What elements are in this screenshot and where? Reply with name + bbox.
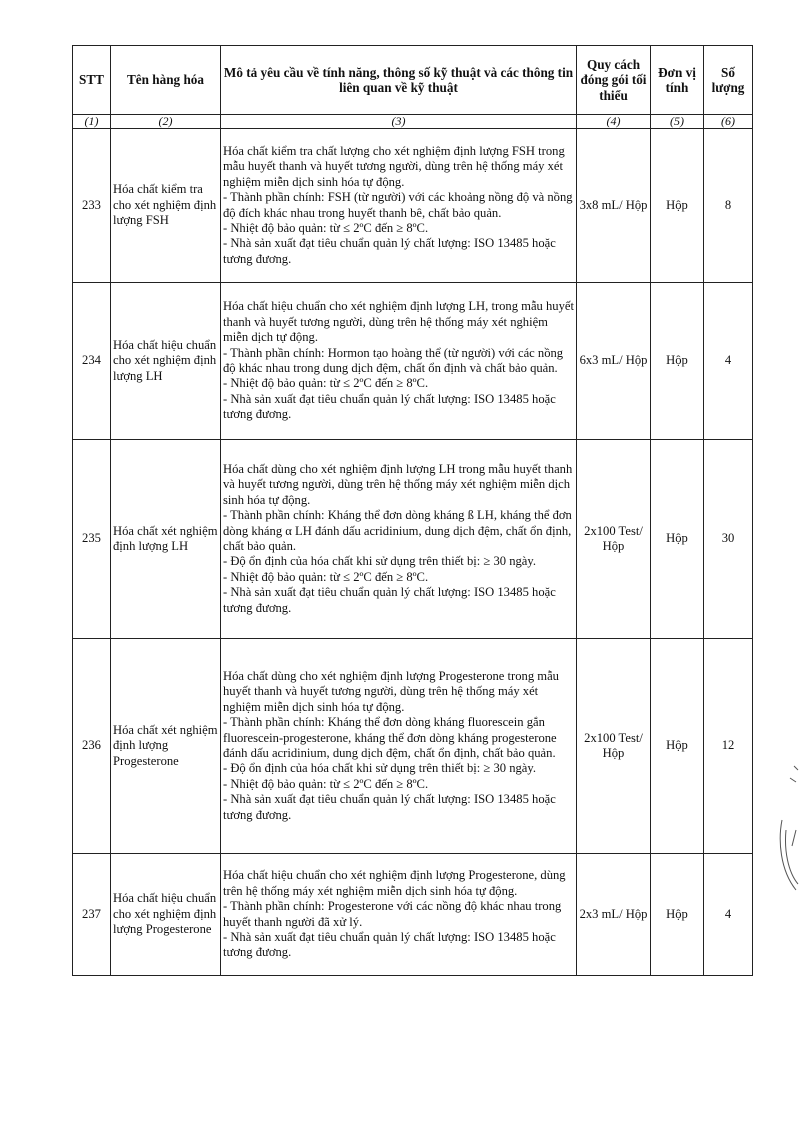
column-index: (1) <box>73 115 111 129</box>
row-unit: Hộp <box>651 283 704 440</box>
description-line: Hóa chất dùng cho xét nghiệm định lượng Progesterone trong mẫu huyết thanh và huyết tương người, dùng trên hệ thống máy xét nghiệm miễn dịch sinh hóa tự động. <box>223 668 559 714</box>
row-packaging: 2x100 Test/ Hộp <box>577 440 651 639</box>
description-line: - Thành phần chính: FSH (từ người) với các khoảng nồng độ và nồng độ đích khác nhau trong huyết thanh bê, chất bảo quản. <box>223 190 573 220</box>
row-stt: 234 <box>73 283 111 440</box>
description-line: - Nhiệt độ bảo quản: từ ≤ 2ºC đến ≥ 8ºC. <box>223 569 429 584</box>
table-row <box>73 129 753 283</box>
table-row <box>73 440 753 639</box>
row-description <box>221 440 577 639</box>
description-line: - Nhiệt độ bảo quản: từ ≤ 2ºC đến ≥ 8ºC. <box>223 376 429 391</box>
description-line: - Thành phần chính: Kháng thể đơn dòng kháng fluorescein gắn fluorescein-progesterone, kháng thể đơn dòng kháng progesterone đánh dấu acridinium, dung dịch đệm, chất ổn định, chất bảo quản. <box>223 715 557 760</box>
column-index-row <box>73 115 753 129</box>
row-item-name: Hóa chất xét nghiệm định lượng LH <box>111 440 221 639</box>
row-description <box>221 283 577 440</box>
row-unit: Hộp <box>651 854 704 976</box>
table-row <box>73 639 753 854</box>
description-line: - Nhà sản xuất đạt tiêu chuẩn quản lý chất lượng: ISO 13485 hoặc tương đương. <box>223 391 556 422</box>
row-packaging: 2x100 Test/ Hộp <box>577 639 651 854</box>
description-line: - Độ ổn định của hóa chất khi sử dụng trên thiết bị: ≥ 30 ngày. <box>223 554 537 569</box>
page-edge-stamp-mark <box>776 760 800 900</box>
row-unit: Hộp <box>651 440 704 639</box>
description-line: - Nhà sản xuất đạt tiêu chuẩn quản lý chất lượng: ISO 13485 hoặc tương đương. <box>223 792 556 822</box>
row-packaging: 3x8 mL/ Hộp <box>577 129 651 283</box>
description-line: Hóa chất kiểm tra chất lượng cho xét nghiệm định lượng FSH trong mẫu huyết thanh và huyết tương người, dùng trên hệ thống máy xét nghiệm miễn dịch sinh hóa tự động. <box>223 143 565 189</box>
row-quantity: 4 <box>704 283 753 440</box>
row-item-name: Hóa chất xét nghiệm định lượng Progesterone <box>111 639 221 854</box>
row-quantity: 8 <box>704 129 753 283</box>
description-line: Hóa chất hiệu chuẩn cho xét nghiệm định lượng Progesterone, dùng trên hệ thống máy xét nghiệm miễn dịch sinh hóa tự động. <box>223 868 566 898</box>
header-item-name: Tên hàng hóa <box>111 46 221 115</box>
row-stt: 236 <box>73 639 111 854</box>
header-packaging: Quy cách đóng gói tối thiểu <box>577 46 651 115</box>
table-row <box>73 854 753 976</box>
description-line: - Thành phần chính: Progesterone với các nồng độ khác nhau trong huyết thanh người đã xử lý. <box>223 899 562 929</box>
description-line: - Độ ổn định của hóa chất khi sử dụng trên thiết bị: ≥ 30 ngày. <box>223 761 537 776</box>
row-item-name: Hóa chất hiệu chuẩn cho xét nghiệm định lượng LH <box>111 283 221 440</box>
description-line: - Thành phần chính: Hormon tạo hoàng thể (từ người) với các nồng độ khác nhau trong dung dịch đệm, chất ổn định và chất bảo quản. <box>223 345 564 375</box>
row-item-name: Hóa chất hiệu chuẩn cho xét nghiệm định lượng Progesterone <box>111 854 221 976</box>
description-line: Hóa chất dùng cho xét nghiệm định lượng LH trong mẫu huyết thanh và huyết tương người, dùng trên hệ thống máy xét nghiệm miễn dịch sinh hóa tự động. <box>223 461 573 507</box>
row-description <box>221 639 577 854</box>
row-item-name: Hóa chất kiểm tra cho xét nghiệm định lượng FSH <box>111 129 221 283</box>
row-stt: 233 <box>73 129 111 283</box>
column-index: (5) <box>651 115 704 129</box>
row-quantity: 30 <box>704 440 753 639</box>
row-packaging: 6x3 mL/ Hộp <box>577 283 651 440</box>
specification-table <box>72 45 753 976</box>
description-line: - Nhà sản xuất đạt tiêu chuẩn quản lý chất lượng: ISO 13485 hoặc tương đương. <box>223 236 556 266</box>
row-quantity: 12 <box>704 639 753 854</box>
table-row <box>73 283 753 440</box>
header-unit: Đơn vị tính <box>651 46 704 115</box>
description-line: - Nhà sản xuất đạt tiêu chuẩn quản lý chất lượng: ISO 13485 hoặc tương đương. <box>223 929 556 960</box>
row-stt: 235 <box>73 440 111 639</box>
column-index: (2) <box>111 115 221 129</box>
header-quantity: Số lượng <box>704 46 753 115</box>
column-index: (4) <box>577 115 651 129</box>
row-unit: Hộp <box>651 129 704 283</box>
header-description: Mô tả yêu cầu về tính năng, thông số kỹ thuật và các thông tin liên quan về kỹ thuật <box>221 46 577 115</box>
description-line: - Thành phần chính: Kháng thể đơn dòng kháng ß LH, kháng thể đơn dòng kháng α LH đánh dấu acridinium, dung dịch đệm, chất ổn định, chất bảo quản. <box>223 508 572 553</box>
row-unit: Hộp <box>651 639 704 854</box>
header-row <box>73 46 753 115</box>
description-line: - Nhiệt độ bảo quản: từ ≤ 2ºC đến ≥ 8ºC. <box>223 776 429 791</box>
description-line: - Nhà sản xuất đạt tiêu chuẩn quản lý chất lượng: ISO 13485 hoặc tương đương. <box>223 585 556 615</box>
row-description <box>221 129 577 283</box>
description-line: - Nhiệt độ bảo quản: từ ≤ 2ºC đến ≥ 8ºC. <box>223 220 429 235</box>
row-quantity: 4 <box>704 854 753 976</box>
row-packaging: 2x3 mL/ Hộp <box>577 854 651 976</box>
header-stt: STT <box>73 46 111 115</box>
column-index: (6) <box>704 115 753 129</box>
description-line: Hóa chất hiệu chuẩn cho xét nghiệm định lượng LH, trong mẫu huyết thanh và huyết tương người, dùng trên hệ thống máy xét nghiệm miễn dịch tự động. <box>223 299 574 345</box>
row-stt: 237 <box>73 854 111 976</box>
row-description <box>221 854 577 976</box>
column-index: (3) <box>221 115 577 129</box>
